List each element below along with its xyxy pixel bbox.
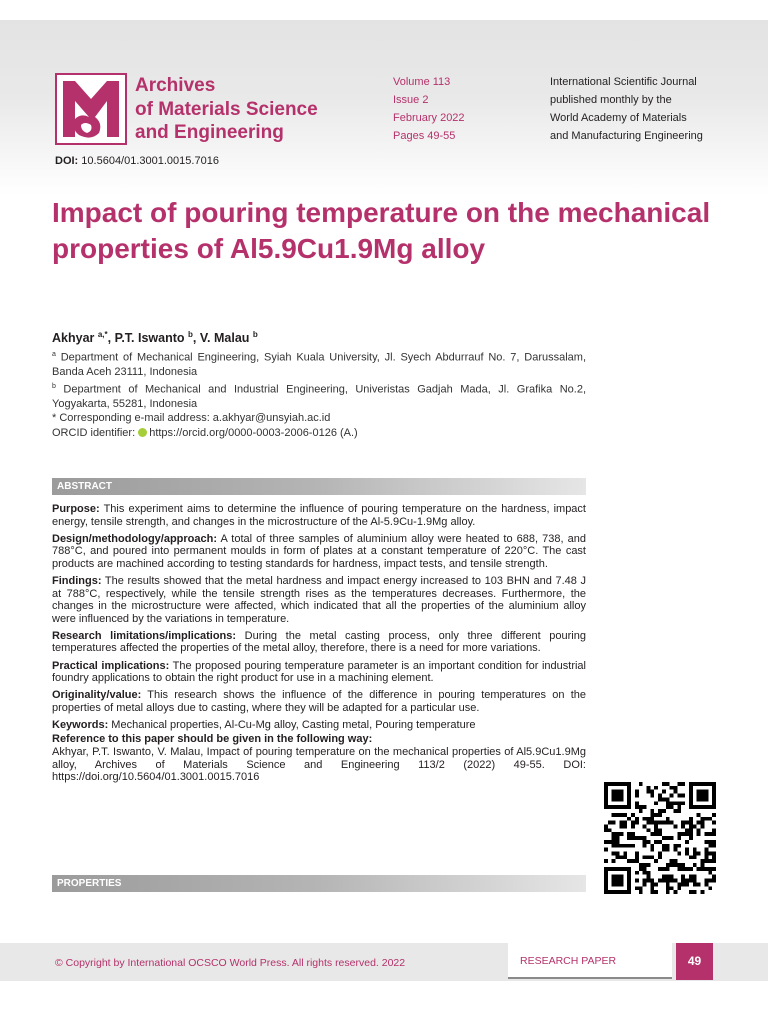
abstract-text: A total of three samples of aluminium alloy were heated to 688, 738, and 788°C, and poured into permanent moulds in form of plates at a constant temperature of 220°C. The cast products are machined according to testing standards for hardness, impact tests, and tensile strength. bbox=[52, 532, 586, 570]
corresponding-email: * Corresponding e-mail address: a.akhyar@unsyiah.ac.id bbox=[52, 412, 331, 425]
abstract-label: Findings: bbox=[52, 574, 102, 587]
issue-date: February 2022 bbox=[393, 112, 465, 124]
journal-title-line: and Engineering bbox=[135, 122, 284, 143]
orcid-link[interactable]: https://orcid.org/0000-0003-2006-0126 (A.) bbox=[149, 426, 358, 439]
issue-number: Issue 2 bbox=[393, 94, 429, 106]
abstract-label: Reference to this paper should be given in the following way: bbox=[52, 732, 373, 745]
journal-title-line: of Materials Science bbox=[135, 98, 318, 120]
publisher-info bbox=[550, 73, 703, 145]
copyright: © Copyright by International OCSCO World Press. All rights reserved. 2022 bbox=[55, 957, 406, 969]
abstract-heading: ABSTRACT bbox=[52, 478, 586, 495]
abstract-text: Mechanical properties, Al-Cu-Mg alloy, Casting metal, Pouring temperature bbox=[108, 718, 476, 731]
qr-code-icon[interactable] bbox=[604, 782, 716, 894]
abstract-label: Research limitations/implications: bbox=[52, 629, 237, 642]
journal-title-line: Archives bbox=[135, 75, 216, 96]
abstract-originality bbox=[52, 689, 586, 714]
article-type: RESEARCH PAPER bbox=[508, 943, 672, 979]
author-sup: a,* bbox=[97, 330, 108, 339]
abstract-text: The proposed pouring temperature parameter is an important condition for industrial foundry applications to obtain the right product for use in a machining element. bbox=[52, 659, 586, 685]
doi-value[interactable]: 10.5604/01.3001.0015.7016 bbox=[81, 155, 219, 167]
paper-title: Impact of pouring temperature on the mechanical properties of Al5.9Cu1.9Mg alloy bbox=[52, 197, 711, 264]
abstract-practical bbox=[52, 660, 586, 685]
abstract-keywords bbox=[52, 719, 586, 732]
publisher-line: and Manufacturing Engineering bbox=[550, 130, 703, 142]
publisher-line: World Academy of Materials bbox=[550, 112, 687, 124]
abstract-body bbox=[52, 503, 586, 788]
abstract-text: This research shows the influence of the difference in pouring temperatures on the properties of metal alloys due to casting, where they will be adapted for a particular use. bbox=[52, 689, 586, 714]
abstract-label: Originality/value: bbox=[52, 689, 142, 702]
journal-logo bbox=[55, 73, 127, 145]
doi bbox=[55, 155, 219, 167]
abstract-label: Purpose: bbox=[52, 503, 100, 515]
issue-info bbox=[393, 73, 465, 145]
affiliations bbox=[52, 348, 586, 440]
affiliation-text: Department of Mechanical and Industrial Engineering, Univeristas Gadjah Mada, Jl. Grafika No.2, Yogyakarta, 55281, Indonesia bbox=[52, 383, 586, 410]
journal-title bbox=[135, 74, 318, 145]
affiliation-b bbox=[52, 380, 586, 412]
orcid-label: ORCID identifier: bbox=[52, 426, 139, 439]
issue-volume: Volume 113 bbox=[393, 76, 451, 88]
page-number: 49 bbox=[676, 943, 713, 980]
author-name: , V. Malau bbox=[192, 331, 253, 346]
abstract-label: Keywords: bbox=[52, 718, 109, 731]
author-sup: b bbox=[188, 330, 193, 339]
publisher-line: published monthly by the bbox=[550, 94, 672, 106]
abstract-design bbox=[52, 533, 586, 571]
publisher-line: International Scientific Journal bbox=[550, 76, 697, 88]
authors bbox=[52, 330, 258, 345]
abstract-label: Design/methodology/approach: bbox=[52, 532, 218, 545]
affiliation-sup: b bbox=[52, 382, 56, 390]
properties-heading: PROPERTIES bbox=[52, 875, 586, 892]
orcid-icon bbox=[138, 428, 147, 437]
abstract-limitations bbox=[52, 630, 586, 655]
abstract-findings bbox=[52, 575, 586, 625]
reference-text: Akhyar, P.T. Iswanto, V. Malau, Impact of pouring temperature on the mechanical properties of Al5.9Cu1.9Mg alloy, Archives of Materials Science and Engineering 113/2 (2022) 49-55. DOI: https://doi.org/10.5604/01.3001.0015.7016 bbox=[52, 746, 586, 784]
affiliation-a bbox=[52, 348, 586, 380]
abstract-text: This experiment aims to determine the influence of pouring temperature on the hardness, impact energy, tensile strength, and changes in the microstructure of the Al-5.9Cu-1.9Mg alloy. bbox=[52, 503, 586, 528]
abstract-text: The results showed that the metal hardness and impact energy increased to 103 BHN and 7.48 J at 788°C, respectively, while the tensile strength rises as the temperatures decreases. Furthermore, the changes in the microstructure were affected, which indicated that all the properties of the aluminium alloy were influenced by the variations in temperature. bbox=[52, 574, 586, 625]
doi-label: DOI: bbox=[55, 155, 79, 167]
affiliation-sup: a bbox=[52, 351, 56, 358]
issue-pages: Pages 49-55 bbox=[393, 130, 456, 142]
author-name: Akhyar bbox=[52, 331, 98, 346]
reference-heading bbox=[52, 733, 586, 746]
abstract-text: During the metal casting process, only three different pouring temperatures affected the properties of the metal alloy, therefore, there is a need for more variations. bbox=[52, 629, 586, 655]
author-name: , P.T. Iswanto bbox=[107, 331, 189, 346]
abstract-purpose bbox=[52, 503, 586, 528]
affiliation-text: Department of Mechanical Engineering, Syiah Kuala University, Jl. Syech Abdurrauf No. 7, Darussalam, Banda Aceh 23111, Indonesia bbox=[52, 351, 586, 379]
orcid bbox=[52, 426, 586, 441]
author-sup: b bbox=[252, 330, 258, 339]
abstract-label: Practical implications: bbox=[52, 659, 170, 672]
